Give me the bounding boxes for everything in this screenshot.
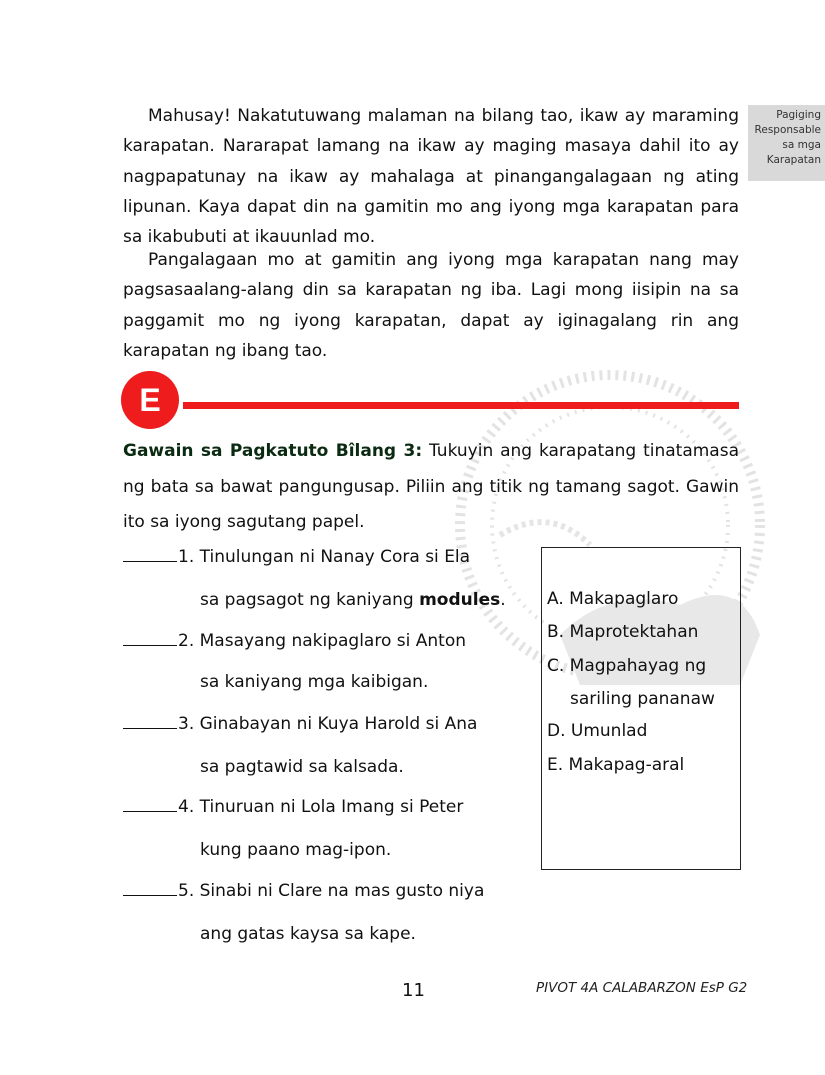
item-1 xyxy=(123,545,470,569)
activity-text: Tukuyin ang karapatang tinatamasa ng bata sa bawat pangungusap. Piliin ang titik ng tamang sagot. Gawin ito sa iyong sagutang papel. xyxy=(123,441,739,532)
side-tab-line1: Pagiging xyxy=(776,109,821,121)
answer-blank[interactable] xyxy=(123,545,177,562)
item-1-cont xyxy=(200,588,506,612)
item-5-cont: ang gatas kaysa sa kape. xyxy=(200,924,416,944)
page-number: 11 xyxy=(402,980,425,1001)
choice-d: D. Umunlad xyxy=(547,721,648,741)
item-text: Masayang nakipaglaro si Anton xyxy=(194,631,466,651)
activity-title: Gawain sa Pagkatuto Bîlang 3: xyxy=(123,441,423,461)
answer-blank[interactable] xyxy=(123,712,177,729)
item-number: 5. xyxy=(178,881,195,901)
item-text: Sinabi ni Clare na mas gusto niya xyxy=(194,881,485,901)
item-5 xyxy=(123,879,484,903)
choice-c-cont: sariling pananaw xyxy=(570,689,715,709)
answer-blank[interactable] xyxy=(123,795,177,812)
footer-text: PIVOT 4A CALABARZON EsP G2 xyxy=(536,980,748,996)
item-3 xyxy=(123,712,477,736)
activity-instructions xyxy=(123,434,739,541)
item-text: Ginabayan ni Kuya Harold si Ana xyxy=(194,714,478,734)
side-tab-line2: Responsable xyxy=(754,124,821,136)
item-text: Tinulungan ni Nanay Cora si Ela xyxy=(194,547,471,567)
answer-blank[interactable] xyxy=(123,629,177,646)
item-3-cont: sa pagtawid sa kalsada. xyxy=(200,757,404,777)
item-text-period: . xyxy=(500,590,506,610)
item-number: 2. xyxy=(178,631,195,651)
choice-a: A. Makapaglaro xyxy=(547,589,679,609)
item-number: 4. xyxy=(178,797,195,817)
side-tab-line4: Karapatan xyxy=(766,154,821,166)
choice-e: E. Makapag-aral xyxy=(547,755,685,775)
item-text-cont: sa pagsagot ng kaniyang xyxy=(200,590,420,610)
side-tab xyxy=(748,105,825,181)
item-4 xyxy=(123,795,463,819)
side-tab-line3: sa mga xyxy=(782,139,821,151)
item-number: 1. xyxy=(178,547,195,567)
choice-b: B. Maprotektahan xyxy=(547,622,699,642)
paragraph-1: Mahusay! Nakatutuwang malaman na bilang tao, ikaw ay maraming karapatan. Nararapat lamang na ikaw ay maging masaya dahil ito ay nagpapatunay na ikaw ay mahalaga at pinangangalagaan ng ating lipunan. Kaya dapat din na gamitin mo ang iyong mga karapatan para sa ikabubuti at ikauunlad mo. xyxy=(123,106,739,248)
paragraph-2: Pangalagaan mo at gamitin ang iyong mga karapatan nang may pagsasaalang-alang din sa karapatan ng iba. Lagi mong iisipin na sa paggamit mo ng iyong karapatan, dapat ay iginagalang rin ang karapatan ng ibang tao. xyxy=(123,250,739,361)
answer-blank[interactable] xyxy=(123,879,177,896)
item-text: Tinuruan ni Lola Imang si Peter xyxy=(194,797,464,817)
item-2-cont: sa kaniyang mga kaibigan. xyxy=(200,672,429,692)
section-divider xyxy=(183,402,739,409)
item-4-cont: kung paano mag-ipon. xyxy=(200,840,392,860)
section-e-badge: E xyxy=(121,371,179,429)
choice-c: C. Magpahayag ng xyxy=(547,656,707,676)
item-number: 3. xyxy=(178,714,195,734)
item-2 xyxy=(123,629,466,653)
modules-word: modules xyxy=(419,590,501,610)
